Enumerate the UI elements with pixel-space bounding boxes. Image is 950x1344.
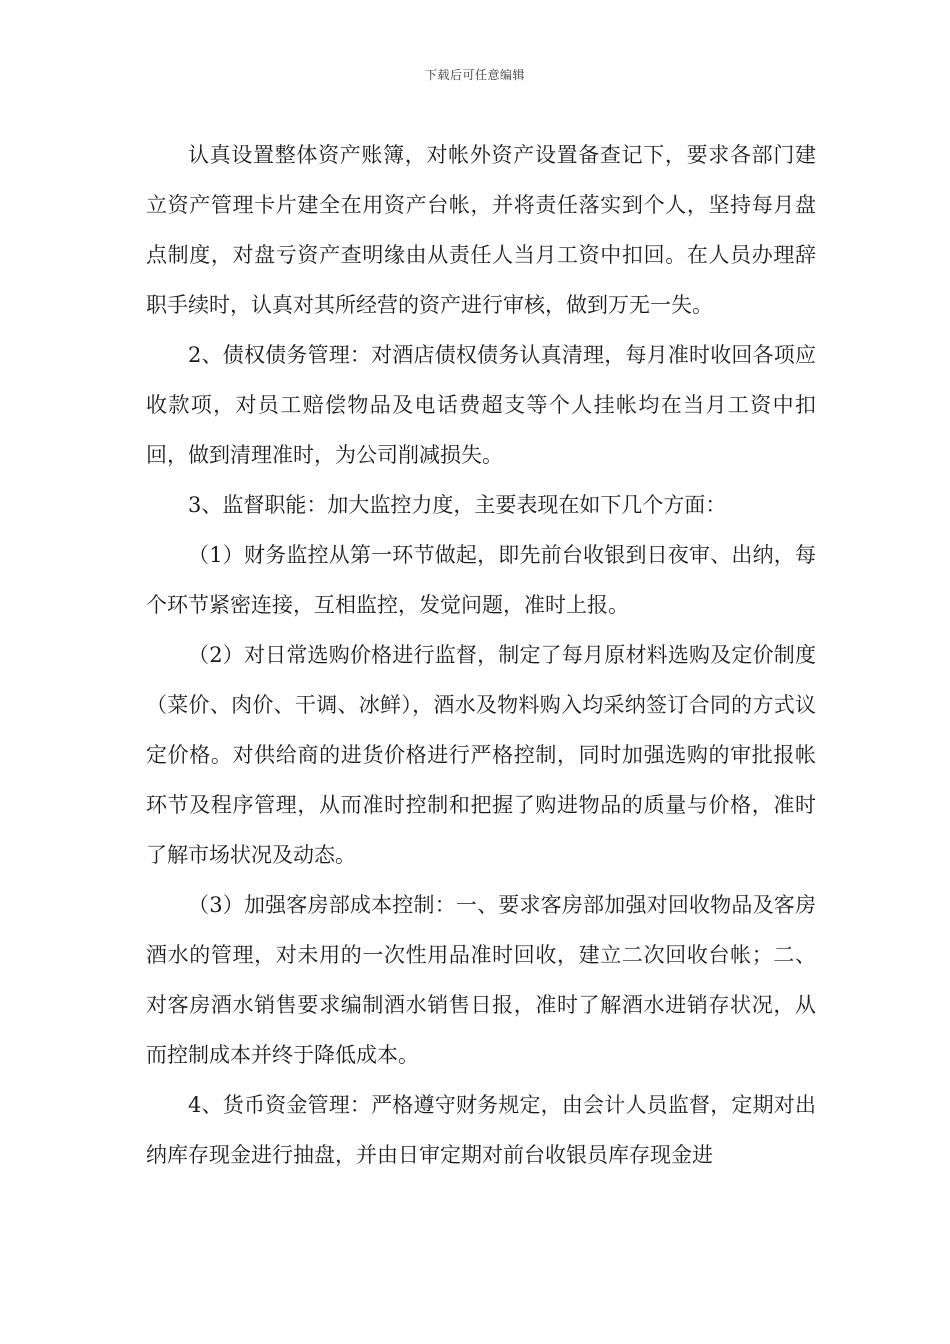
- paragraph-housekeeping-cost-control: （3）加强客房部成本控制：一、要求客房部加强对回收物品及客房酒水的管理，对未用的一次性用品准时回收，建立二次回收台帐；二、对客房酒水销售要求编制酒水销售日报，准时了解酒水进销存状况，从而控制成本并终于降低成本。: [146, 893, 816, 1067]
- paragraph-purchase-price-supervision: （2）对日常选购价格进行监督，制定了每月原材料选购及定价制度（菜价、肉价、干调、冰鲜），酒水及物料购入均采纳签订合同的方式议定价格。对供给商的进货价格进行严格控制，同时加强选购的审批报帐环节及程序管理，从而准时控制和把握了购进物品的质量与价格，准时了解市场状况及动态。: [146, 643, 816, 867]
- paragraph-debt-management: 2、债权债务管理：对酒店债权债务认真清理，每月准时收回各项应收款项，对员工赔偿物品及电话费超支等个人挂帐均在当月工资中扣回，做到清理准时，为公司削减损失。: [146, 343, 816, 467]
- paragraph-supervision: 3、监督职能：加大监控力度，主要表现在如下几个方面：: [188, 493, 727, 517]
- paragraph-cash-management: 4、货币资金管理：严格遵守财务规定，由会计人员监督，定期对出纳库存现金进行抽盘，并由日审定期对前台收银员库存现金进: [146, 1093, 816, 1167]
- paragraph-asset-management: 认真设置整体资产账簿，对帐外资产设置备查记下，要求各部门建立资产管理卡片建全在用资产台帐，并将责任落实到个人，坚持每月盘点制度，对盘亏资产查明缘由从责任人当月工资中扣回。在人员办理辞职手续时，认真对其所经营的资产进行审核，做到万无一失。: [146, 143, 816, 317]
- header-note: 下载后可任意编辑: [424, 68, 525, 82]
- paragraph-financial-monitoring: （1）财务监控从第一环节做起，即先前台收银到日夜审、出纳，每个环节紧密连接，互相监控，发觉问题，准时上报。: [146, 543, 816, 617]
- document-body: [146, 130, 816, 1180]
